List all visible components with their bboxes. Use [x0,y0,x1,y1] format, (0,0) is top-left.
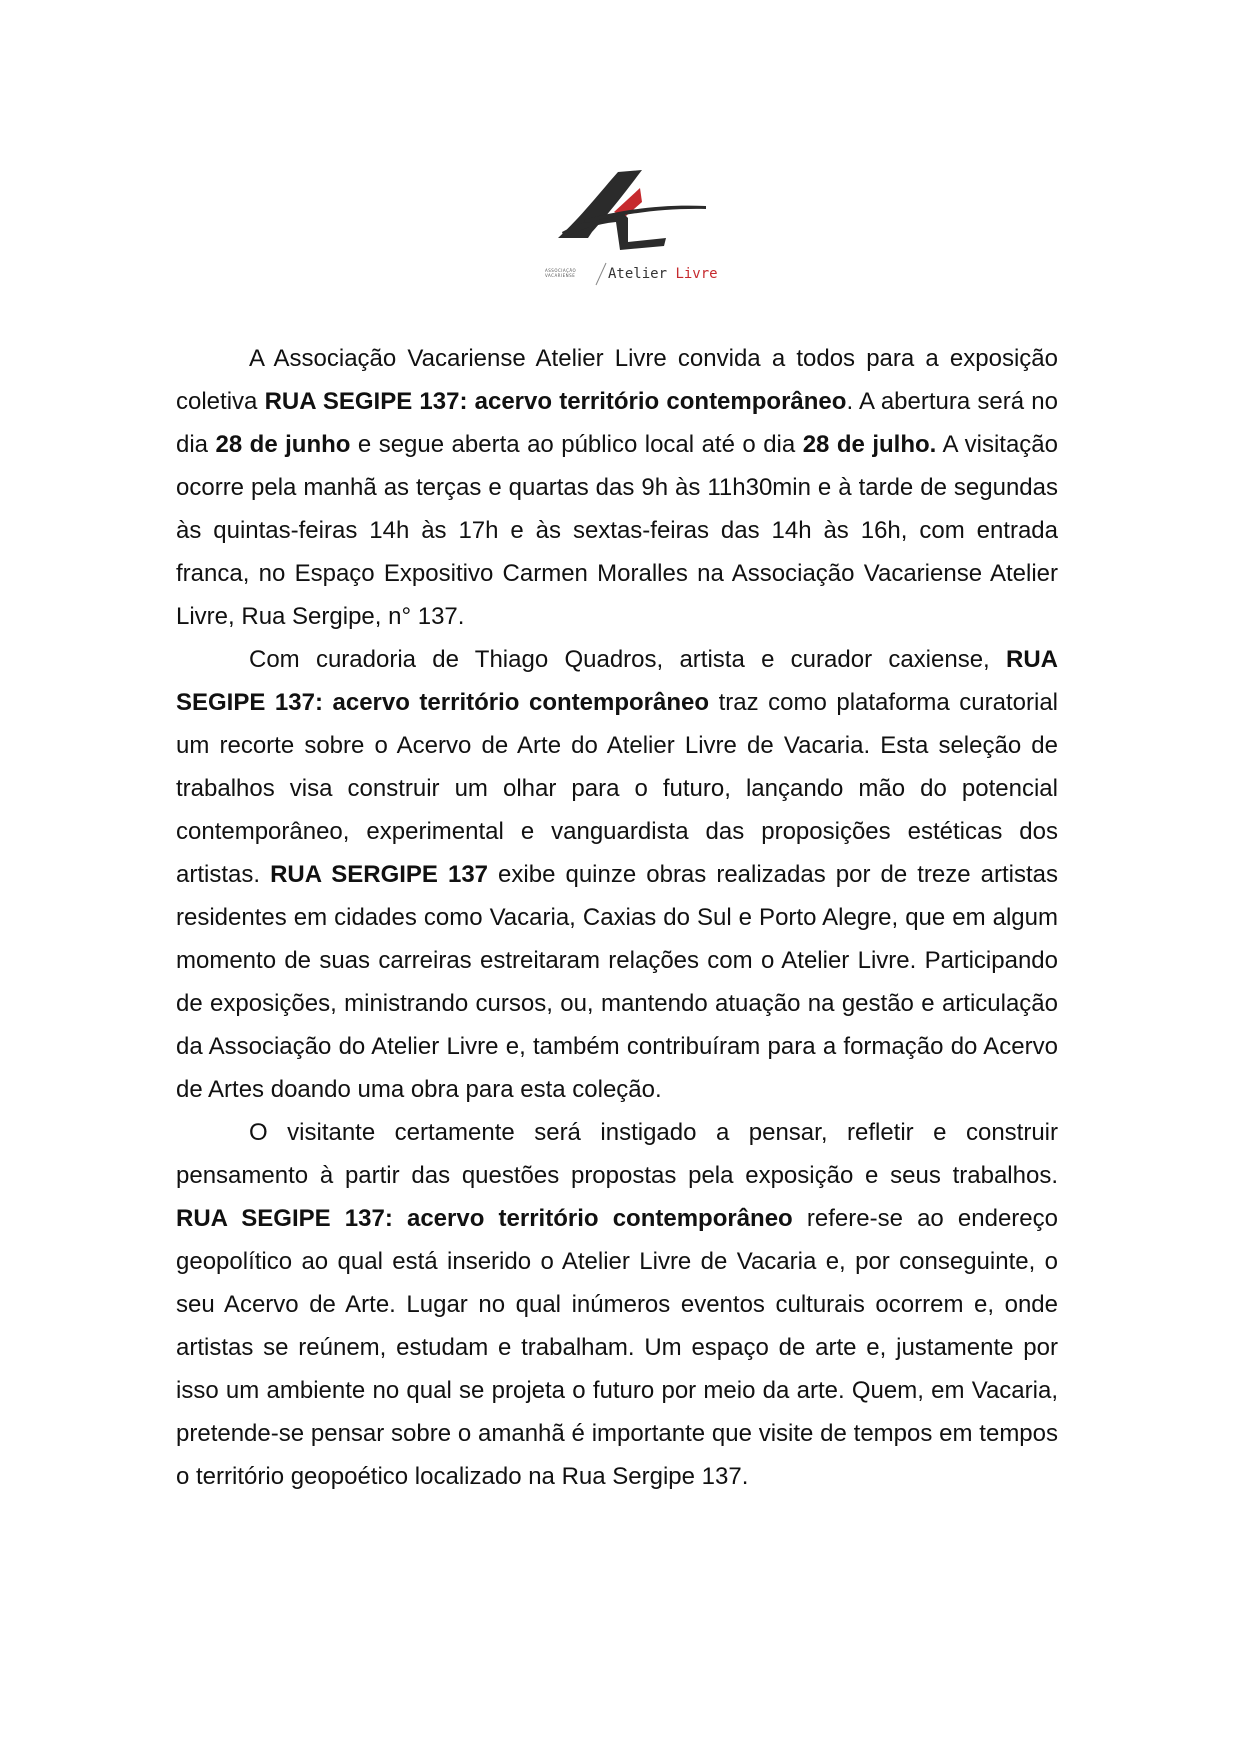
logo-name-first: Atelier [608,266,668,282]
document-body [176,337,1058,1498]
logo-name-second: Livre [675,266,718,282]
paragraph-curation: Com curadoria de Thiago Quadros, artista e curador caxiense, RUA SEGIPE 137: acervo território contemporâneo traz como plataforma curatorial um recorte sobre o Acervo de Arte do Atelier Livre de Vacaria. Esta seleção de trabalhos visa construir um olhar para o futuro, lançando mão do potencial contemporâneo, experimental e vanguardista das proposições estéticas dos artistas. RUA SERGIPE 137 exibe quinze obras realizadas por de treze artistas residentes em cidades como Vacaria, Caxias do Sul e Porto Alegre, que em algum momento de suas carreiras estreitaram relações com o Atelier Livre. Participando de exposições, ministrando cursos, ou, mantendo atuação na gestão e articulação da Associação do Atelier Livre e, também contribuíram para a formação do Acervo de Artes doando uma obra para esta coleção. [176,646,1058,1103]
atelier-livre-logo-icon [540,160,720,260]
exhibition-short-title: RUA SERGIPE 137 [270,861,489,888]
logo-name [608,266,718,282]
logo-caption [540,260,720,290]
paragraph-invitation: A Associação Vacariense Atelier Livre convida a todos para a exposição coletiva RUA SEGIPE 137: acervo território contemporâneo. A abertura será no dia 28 de junho e segue aberta ao público local até o dia 28 de julho. A visitação ocorre pela manhã as terças e quartas das 9h às 11h30min e à tarde de segundas às quintas-feiras 14h às 17h e às sextas-feiras das 14h às 16h, com entrada franca, no Espaço Expositivo Carmen Moralles na Associação Vacariense Atelier Livre, Rua Sergipe, n° 137. [176,345,1058,630]
logo-slash-icon [594,262,608,286]
closing-date: 28 de julho. [802,431,937,458]
paragraph-visitor: O visitante certamente será instigado a pensar, refletir e construir pensamento à partir das questões propostas pela exposição e seus trabalhos. RUA SEGIPE 137: acervo território contemporâneo refere-se ao endereço geopolítico ao qual está inserido o Atelier Livre de Vacaria e, por conseguinte, o seu Acervo de Arte. Lugar no qual inúmeros eventos culturais ocorrem e, onde artistas se reúnem, estudam e trabalham. Um espaço de arte e, justamente por isso um ambiente no qual se projeta o futuro por meio da arte. Quem, em Vacaria, pretende-se pensar sobre o amanhã é importante que visite de tempos em tempos o território geopoético localizado na Rua Sergipe 137. [176,1119,1058,1490]
logo-small-text: ASSOCIAÇÃO VACARIENSE [545,268,577,278]
logo [540,160,720,290]
opening-date: 28 de junho [215,431,351,458]
exhibition-title: RUA SEGIPE 137: acervo território contemporâneo [176,646,1058,716]
exhibition-title: RUA SEGIPE 137: acervo território contemporâneo [264,388,847,415]
exhibition-title: RUA SEGIPE 137: acervo território contemporâneo [176,1205,793,1232]
